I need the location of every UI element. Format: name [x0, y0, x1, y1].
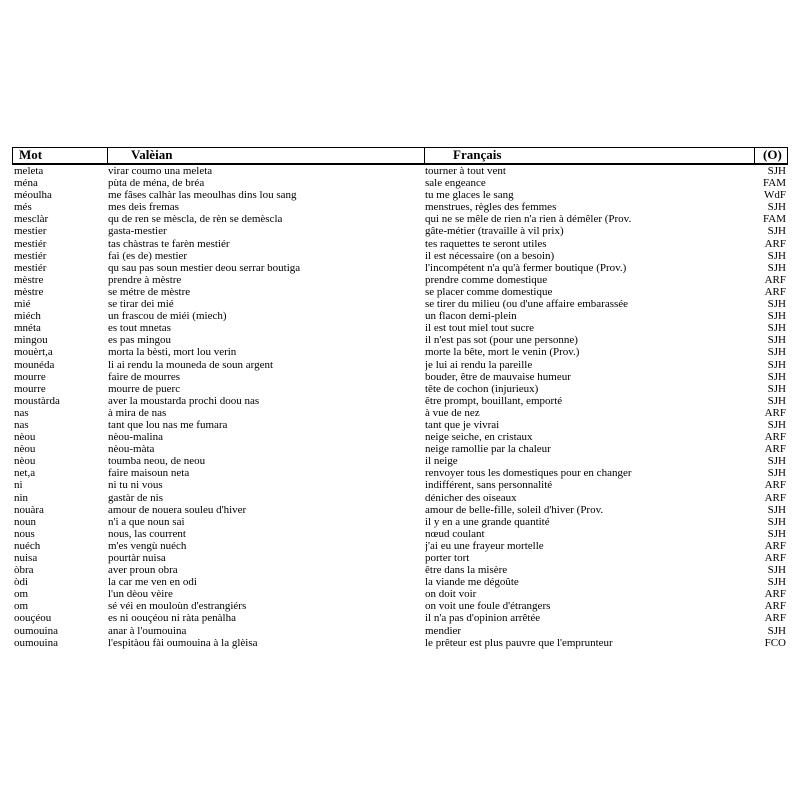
cell-source: SJH	[767, 576, 786, 589]
cell-valeian: prendre à mèstre	[108, 273, 182, 286]
cell-mot: mestier	[14, 225, 47, 238]
table-row	[12, 455, 788, 467]
table-row	[12, 298, 788, 310]
cell-mot: mesclàr	[14, 213, 49, 226]
cell-source: SJH	[767, 455, 786, 468]
table-row	[12, 225, 788, 237]
table-row	[12, 588, 788, 600]
cell-source: ARF	[764, 273, 786, 286]
table-row	[12, 238, 788, 250]
cell-mot: mèstre	[14, 273, 44, 286]
table-row	[12, 250, 788, 262]
cell-valeian: l'un dèou vèire	[108, 588, 173, 601]
table-row	[12, 371, 788, 383]
cell-mot: nas	[14, 418, 29, 431]
cell-source: SJH	[767, 564, 786, 577]
table-row	[12, 213, 788, 225]
cell-valeian: virar coumo una meleta	[108, 165, 213, 177]
cell-valeian: pourtàr nuisa	[108, 552, 166, 564]
cell-francais: amour de belle-fille, soleil d'hiver (Prov.	[425, 503, 604, 516]
cell-mot: ni	[14, 479, 23, 492]
cell-mot: nin	[14, 491, 29, 504]
table-row	[12, 383, 788, 395]
cell-mot: mouèrt,a	[14, 346, 53, 359]
cell-source: SJH	[767, 310, 786, 323]
cell-mot: mnéta	[14, 322, 41, 335]
table-row	[12, 516, 788, 528]
cell-valeian: nèou-malina	[108, 431, 163, 444]
cell-source: ARF	[764, 285, 786, 298]
cell-valeian: es pas mingou	[108, 334, 171, 347]
table-row	[12, 612, 788, 624]
cell-francais: à vue de nez	[425, 406, 480, 419]
table-row	[12, 552, 788, 564]
cell-valeian: toumba neou, de neou	[108, 455, 206, 468]
header-source: (O)	[763, 147, 782, 162]
cell-mot: mourre	[14, 370, 46, 383]
cell-source: ARF	[764, 479, 786, 492]
cell-francais: tourner à tout vent	[425, 165, 506, 177]
cell-francais: prendre comme domestique	[425, 273, 548, 286]
cell-valeian: fai (es de) mestier	[108, 249, 188, 262]
cell-mot: nèou	[14, 455, 36, 468]
cell-valeian: me fâses calhàr las meoulhas dins lou sang	[108, 189, 297, 202]
table-row	[12, 419, 788, 431]
cell-source: ARF	[764, 588, 786, 601]
cell-valeian: qu sau pas soun mestier deou serrar boutiga	[108, 261, 301, 274]
cell-source: SJH	[767, 370, 786, 383]
cell-francais: le prêteur est plus pauvre que l'emprunteur	[425, 636, 613, 649]
table-row	[12, 165, 788, 177]
cell-mot: oumouina	[14, 636, 58, 649]
cell-mot: òbra	[14, 564, 34, 577]
cell-francais: menstrues, règles des femmes	[425, 201, 557, 214]
table-row	[12, 625, 788, 637]
cell-source: FCO	[764, 636, 786, 649]
cell-francais: se placer comme domestique	[425, 285, 553, 298]
table-row	[12, 492, 788, 504]
cell-valeian: tas chàstras te farèn mestiér	[108, 237, 230, 250]
cell-francais: dénicher des oiseaux	[425, 491, 517, 504]
cell-valeian: li ai rendu la mouneda de soun argent	[108, 358, 274, 371]
table-row	[12, 431, 788, 443]
cell-source: SJH	[767, 261, 786, 274]
cell-mot: nas	[14, 406, 29, 419]
cell-francais: qui ne se mêle de rien n'a rien à démêler (Prov.	[425, 213, 632, 226]
cell-francais: il est tout miel tout sucre	[425, 322, 535, 335]
cell-valeian: la car me ven en odi	[108, 576, 197, 589]
cell-francais: se tirer du milieu (ou d'une affaire embarassée	[425, 298, 629, 311]
cell-source: FAM	[762, 213, 786, 226]
table-row	[12, 479, 788, 491]
cell-mot: més	[14, 201, 32, 214]
cell-francais: tant que je vivrai	[425, 418, 500, 431]
cell-source: ARF	[764, 406, 786, 419]
cell-francais: sale engeance	[425, 177, 486, 190]
cell-valeian: aver proun obra	[108, 564, 178, 577]
table-row	[12, 346, 788, 358]
cell-francais: tu me glaces le sang	[425, 189, 514, 202]
cell-francais: indifférent, sans personnalité	[425, 479, 553, 492]
cell-francais: être dans la misère	[425, 564, 508, 577]
cell-valeian: mes deis fremas	[108, 201, 179, 214]
cell-mot: om	[14, 588, 29, 601]
cell-francais: l'incompétent n'a qu'à fermer boutique (Prov.)	[425, 261, 627, 274]
cell-valeian: anar à l'oumouina	[108, 624, 187, 637]
cell-francais: il n'est pas sot (pour une personne)	[425, 334, 578, 347]
cell-francais: il n'a pas d'opinion arrêtée	[425, 612, 541, 625]
cell-source: SJH	[767, 298, 786, 311]
table-row	[12, 334, 788, 346]
cell-mot: mié	[14, 298, 31, 311]
table-row	[12, 407, 788, 419]
cell-mot: om	[14, 600, 29, 613]
cell-mot: miéch	[14, 310, 41, 323]
table-row	[12, 322, 788, 334]
cell-francais: porter tort	[425, 552, 470, 564]
cell-mot: net,a	[14, 467, 36, 480]
cell-francais: je lui ai rendu la pareille	[425, 358, 533, 371]
cell-francais: il y en a une grande quantité	[425, 515, 550, 528]
cell-source: SJH	[767, 418, 786, 431]
cell-valeian: un frascou de miéi (miech)	[108, 310, 227, 323]
cell-valeian: amour de nouera souleu d'hiver	[108, 503, 247, 516]
cell-valeian: ni tu ni vous	[108, 479, 163, 492]
cell-valeian: se métre de mèstre	[108, 285, 191, 298]
cell-mot: nuisa	[14, 552, 38, 564]
table-row	[12, 286, 788, 298]
table-row	[12, 564, 788, 576]
cell-source: SJH	[767, 225, 786, 238]
cell-mot: mestiér	[14, 237, 47, 250]
cell-source: SJH	[767, 394, 786, 407]
cell-source: SJH	[767, 249, 786, 262]
cell-source: SJH	[767, 346, 786, 359]
cell-francais: renvoyer tous les domestiques pour en changer	[425, 467, 632, 480]
cell-francais: on doit voir	[425, 588, 477, 601]
cell-source: SJH	[767, 334, 786, 347]
table-row	[12, 443, 788, 455]
header-mot: Mot	[19, 147, 43, 162]
cell-source: ARF	[764, 431, 786, 444]
cell-mot: nèou	[14, 443, 36, 456]
cell-mot: nuéch	[14, 539, 41, 552]
cell-valeian: nèou-màta	[108, 443, 155, 456]
cell-valeian: mourre de puerc	[108, 382, 181, 395]
cell-francais: gâte-métier (travaille à vil prix)	[425, 225, 564, 238]
table-header	[12, 147, 788, 165]
cell-valeian: faire de mourres	[108, 370, 181, 383]
cell-valeian: nous, las courrent	[108, 527, 186, 540]
cell-mot: meleta	[14, 165, 44, 177]
cell-valeian: à mira de nas	[108, 406, 167, 419]
cell-francais: la viande me dégoûte	[425, 576, 519, 589]
cell-francais: un flacon demi-plein	[425, 310, 517, 323]
header-francais: Français	[453, 147, 502, 162]
cell-mot: nouàra	[14, 503, 44, 516]
header-valeian: Valèian	[131, 147, 173, 162]
cell-francais: neige seiche, en cristaux	[425, 431, 533, 444]
cell-francais: bouder, être de mauvaise humeur	[425, 370, 571, 383]
cell-mot: moustàrda	[14, 394, 60, 407]
cell-valeian: morta la bèsti, mort lou verin	[108, 346, 237, 359]
cell-valeian: es ni oouçéou ni ràta penàlha	[108, 612, 236, 625]
cell-mot: oumouina	[14, 624, 58, 637]
cell-source: SJH	[767, 358, 786, 371]
table-row	[12, 189, 788, 201]
table-row	[12, 310, 788, 322]
cell-mot: mingou	[14, 334, 48, 347]
cell-francais: tête de cochon (injurieux)	[425, 382, 539, 395]
dictionary-table	[12, 147, 788, 649]
table-row	[12, 576, 788, 588]
cell-francais: j'ai eu une frayeur mortelle	[425, 539, 544, 552]
table-row	[12, 177, 788, 189]
cell-francais: il neige	[425, 455, 458, 468]
cell-source: SJH	[767, 165, 786, 177]
cell-mot: méoulha	[14, 189, 52, 202]
cell-valeian: n'i a que noun sai	[108, 515, 185, 528]
cell-mot: noun	[14, 515, 36, 528]
cell-valeian: gasta-mestier	[108, 225, 167, 238]
cell-source: SJH	[767, 201, 786, 214]
cell-francais: il est nécessaire (on a besoin)	[425, 249, 555, 262]
cell-source: ARF	[764, 552, 786, 564]
table-body	[12, 165, 788, 649]
cell-mot: nous	[14, 527, 35, 540]
cell-source: SJH	[767, 527, 786, 540]
cell-valeian: l'espitàou fài oumouina à la glèisa	[108, 636, 258, 649]
cell-mot: mestiér	[14, 249, 47, 262]
cell-source: ARF	[764, 443, 786, 456]
cell-valeian: m'es vengù nuéch	[108, 539, 187, 552]
cell-mot: oouçéou	[14, 612, 52, 625]
table-row	[12, 528, 788, 540]
cell-source: ARF	[764, 539, 786, 552]
cell-mot: nèou	[14, 431, 36, 444]
table-row	[12, 540, 788, 552]
cell-source: SJH	[767, 503, 786, 516]
cell-source: SJH	[767, 382, 786, 395]
cell-source: ARF	[764, 612, 786, 625]
cell-source: ARF	[764, 491, 786, 504]
cell-mot: ména	[14, 177, 38, 190]
cell-source: SJH	[767, 624, 786, 637]
cell-valeian: aver la moustarda prochi doou nas	[108, 394, 260, 407]
cell-francais: mendier	[425, 624, 462, 637]
cell-francais: nœud coulant	[425, 527, 485, 540]
cell-source: SJH	[767, 322, 786, 335]
cell-francais: tes raquettes te seront utiles	[425, 237, 547, 250]
cell-valeian: pùta de ména, de bréa	[108, 177, 205, 190]
cell-valeian: es tout mnetas	[108, 322, 171, 335]
table-row	[12, 359, 788, 371]
cell-francais: on voit une foule d'étrangers	[425, 600, 551, 613]
cell-source: SJH	[767, 515, 786, 528]
cell-mot: òdi	[14, 576, 29, 589]
cell-francais: être prompt, bouillant, emporté	[425, 394, 563, 407]
cell-francais: morte la bête, mort le venin (Prov.)	[425, 346, 580, 359]
cell-mot: mestiér	[14, 261, 47, 274]
cell-valeian: tant que lou nas me fumara	[108, 418, 228, 431]
cell-source: ARF	[764, 600, 786, 613]
cell-valeian: gastàr de nis	[108, 491, 163, 504]
table-row	[12, 467, 788, 479]
cell-source: WdF	[764, 189, 786, 202]
cell-francais: neige ramollie par la chaleur	[425, 443, 551, 456]
cell-source: ARF	[764, 237, 786, 250]
cell-source: FAM	[762, 177, 786, 190]
table-row	[12, 201, 788, 213]
cell-mot: mèstre	[14, 285, 44, 298]
table-row	[12, 274, 788, 286]
table-row	[12, 395, 788, 407]
cell-valeian: faire maisoun neta	[108, 467, 190, 480]
cell-valeian: se tirar dei mié	[108, 298, 174, 311]
table-row	[12, 262, 788, 274]
table-row	[12, 637, 788, 649]
cell-mot: mourre	[14, 382, 46, 395]
cell-valeian: sé véi en mouloùn d'estrangiérs	[108, 600, 247, 613]
cell-mot: mounéda	[14, 358, 55, 371]
table-row	[12, 504, 788, 516]
cell-source: SJH	[767, 467, 786, 480]
cell-valeian: qu de ren se mèscla, de rèn se demèscla	[108, 213, 283, 226]
table-row	[12, 600, 788, 612]
